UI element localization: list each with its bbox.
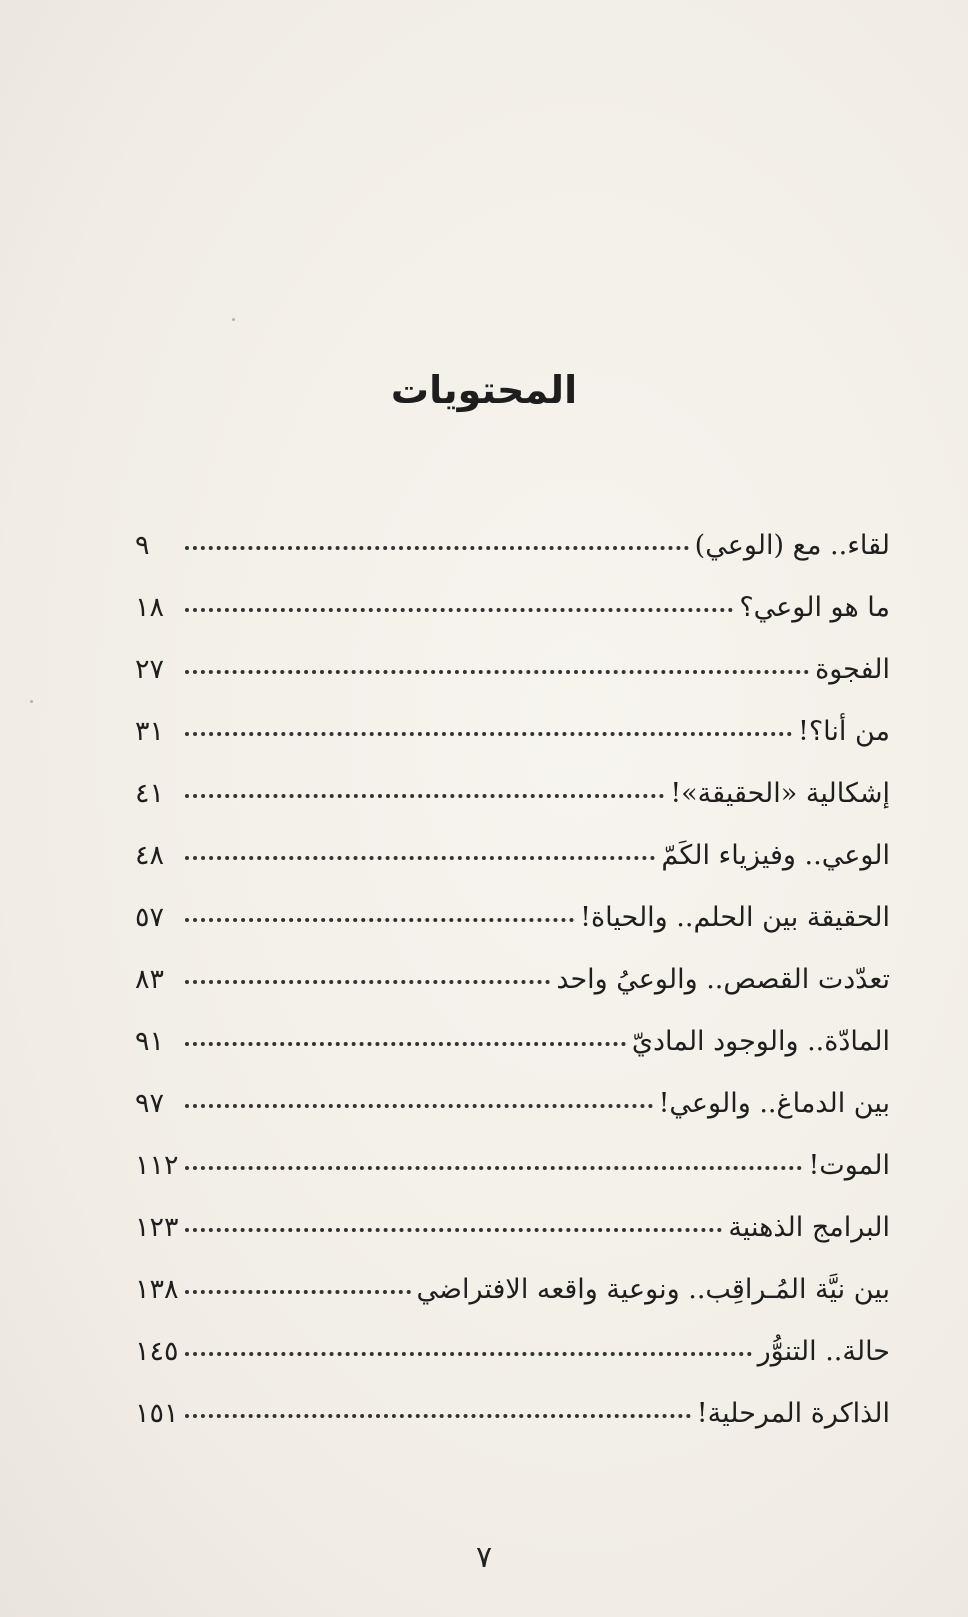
dot-leader bbox=[185, 914, 574, 922]
dot-leader bbox=[185, 1038, 626, 1046]
toc-entry-label: حالة.. التنوُّر bbox=[757, 1336, 890, 1367]
toc-entry bbox=[135, 1026, 890, 1088]
toc-entry-label: بين الدماغ.. والوعي! bbox=[658, 1088, 890, 1119]
dot-leader bbox=[185, 604, 733, 612]
toc-entry-label: إشكالية «الحقيقة»! bbox=[670, 778, 890, 809]
toc-entry-label: الحقيقة بين الحلم.. والحياة! bbox=[580, 902, 890, 933]
toc-entry-label: لقاء.. مع (الوعي) bbox=[694, 530, 890, 561]
dot-leader bbox=[185, 852, 655, 860]
table-of-contents bbox=[135, 530, 890, 1460]
dot-leader bbox=[185, 1286, 411, 1294]
toc-entry-page: ٩٧ bbox=[135, 1088, 165, 1119]
dot-leader bbox=[185, 1162, 802, 1170]
toc-entry bbox=[135, 840, 890, 902]
toc-entry bbox=[135, 592, 890, 654]
toc-entry-page: ٤٨ bbox=[135, 840, 165, 871]
toc-entry-label: تعدّدت القصص.. والوعيُ واحد bbox=[556, 964, 890, 995]
toc-entry-page: ٥٧ bbox=[135, 902, 165, 933]
toc-entry-page: ٩١ bbox=[135, 1026, 165, 1057]
toc-entry-page: ١٣٨ bbox=[135, 1274, 179, 1305]
dot-leader bbox=[185, 790, 664, 798]
toc-entry bbox=[135, 902, 890, 964]
toc-entry-label: المادّة.. والوجود الماديّ bbox=[631, 1026, 890, 1057]
toc-entry bbox=[135, 1274, 890, 1336]
toc-entry-label: الموت! bbox=[808, 1150, 890, 1181]
toc-entry bbox=[135, 1088, 890, 1150]
toc-entry bbox=[135, 1398, 890, 1460]
toc-entry bbox=[135, 1150, 890, 1212]
toc-entry bbox=[135, 1336, 890, 1398]
toc-entry bbox=[135, 530, 890, 592]
toc-entry bbox=[135, 964, 890, 1026]
dot-leader bbox=[185, 1410, 691, 1418]
toc-entry-page: ١٨ bbox=[135, 592, 165, 623]
dot-leader bbox=[185, 1348, 752, 1356]
page-title: المحتويات bbox=[390, 368, 578, 412]
toc-entry-page: ٩ bbox=[135, 530, 150, 561]
paper-speck bbox=[232, 318, 235, 321]
toc-entry-label: البرامج الذهنية bbox=[728, 1212, 890, 1243]
dot-leader bbox=[185, 666, 809, 674]
dot-leader bbox=[185, 976, 550, 984]
toc-entry-page: ٨٣ bbox=[135, 964, 165, 995]
toc-entry-page: ٣١ bbox=[135, 716, 165, 747]
toc-entry bbox=[135, 716, 890, 778]
dot-leader bbox=[185, 542, 689, 550]
toc-entry-label: الفجوة bbox=[815, 654, 890, 685]
toc-entry-label: الذاكرة المرحلية! bbox=[696, 1398, 890, 1429]
toc-entry bbox=[135, 778, 890, 840]
toc-entry-page: ١٢٣ bbox=[135, 1212, 179, 1243]
toc-entry-page: ٢٧ bbox=[135, 654, 165, 685]
toc-entry-label: من أنا؟! bbox=[797, 716, 890, 747]
toc-entry bbox=[135, 654, 890, 716]
paper-speck bbox=[30, 700, 33, 703]
dot-leader bbox=[185, 1224, 722, 1232]
page-number: ٧ bbox=[475, 1540, 493, 1575]
dot-leader bbox=[185, 728, 792, 736]
toc-entry-label: بين نيَّة المُـراقِب.. ونوعية واقعه الافتراضي bbox=[416, 1274, 890, 1305]
toc-entry-page: ١٥١ bbox=[135, 1398, 179, 1429]
toc-entry-page: ١١٢ bbox=[135, 1150, 179, 1181]
dot-leader bbox=[185, 1100, 653, 1108]
toc-entry bbox=[135, 1212, 890, 1274]
toc-entry-label: الوعي.. وفيزياء الكَمّ bbox=[661, 840, 890, 871]
toc-entry-page: ٤١ bbox=[135, 778, 165, 809]
toc-entry-page: ١٤٥ bbox=[135, 1336, 179, 1367]
toc-entry-label: ما هو الوعي؟ bbox=[739, 592, 890, 623]
